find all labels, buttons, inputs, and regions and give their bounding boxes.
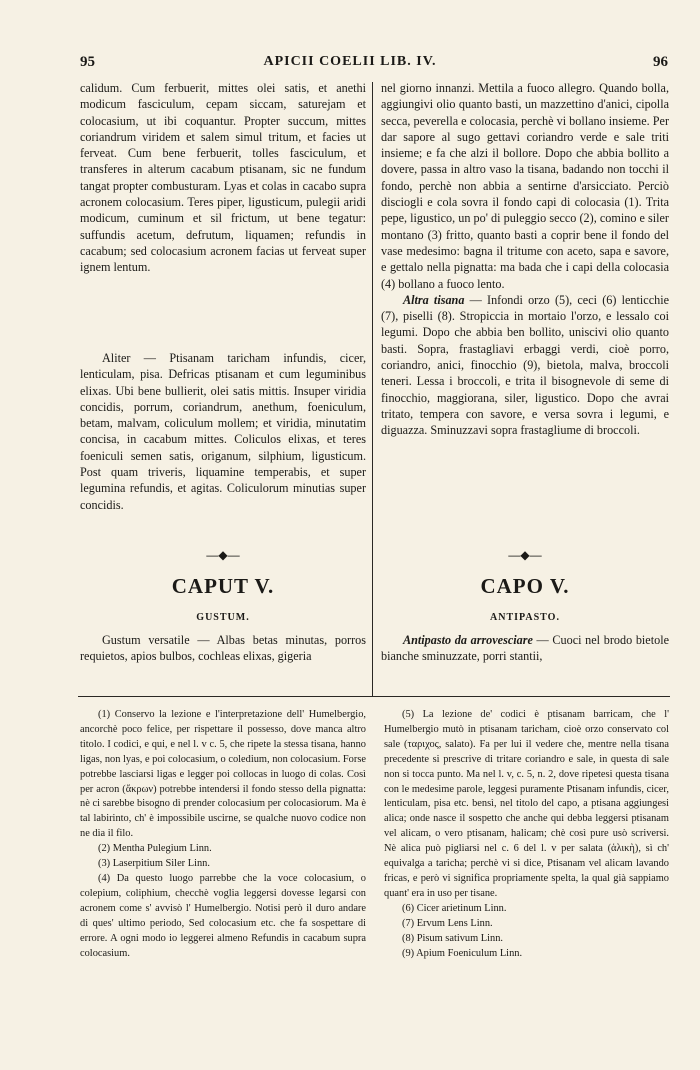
footnote-9: (9) Apium Foeniculum Linn. [402,947,523,959]
ornament-left: —◆— [206,548,240,562]
footnote-4: (4) Da questo luogo parrebbe che la voce colocasium, o colepium, coliphium, checchè voglia leggersi dovesse legarsi con acronem come s' avvisò l' Humelbergio. Notisi però il duro andare di ques' ultimo periodo, Sed colocasium etc. che fa sospettare di errore. A ogni modo io leggerei almeno Refundis in cacabum supra colocasium. [80,872,366,959]
footnote-3: (3) Laserpitium Siler Linn. [98,858,210,870]
left-column-aliter [80,350,366,513]
italian-paragraph-antipasto: — Cuoci nel brodo bietole bianche sminuzzate, porri stantii, [381,633,669,664]
right-column-antipasto [381,632,669,665]
latin-paragraph-gustum: Gustum versatile — Albas betas minutas, porros requietos, apios bulbos, cochleas elixas, gigeria [80,633,366,664]
chapter-subtitle-italian: ANTIPASTO. [490,612,560,623]
italian-paragraph-2: — Infondi orzo (5), ceci (6) lenticchie (7), piselli (8). Stropiccia in mortaio l'orzo, e lessalo coi legumi. Dopo che abbia ben bollito, uniscivi olio quanto basti. Sopra, frastagliavi erbaggi verdi, cioè porro, coriandro, anici, finocchio (9), bietola, malva, broccoli teneri. Lessa i broccoli, e trita il bisognevole di seme di finocchio, maggiorana, siler, ligustico. Dopo che avrai tritato, tempera con savore, e versa sovra i legumi, e diguazza. Sminuzzavi sopra frastagliume di broccoli. [381,292,669,438]
recipe-title-altra-tisana: Altra tisana [403,292,465,307]
column-divider [372,82,373,696]
chapter-heading-latin: CAPUT V. [171,574,275,598]
footnote-separator [78,696,670,697]
left-column-gustum [80,632,366,665]
footnotes-left [80,708,366,961]
latin-paragraph-1: calidum. Cum ferbuerit, mittes olei satis, et anethi modicum fasciculum, cepam siccam, saturejam et colocasium, ut ibi coquantur. Propter succum, mittes coriandrum viridem et salem simul tritum, et facies ut ferveat. Cum bene ferbuerit, tolles fasciculum, et transferes in alterum cacabum ptisanam, sic ne fundum tangat propter combusturam. Lyas et colas in cacabo supra acronem colocasium. Teres piper, ligusticum, pulegii aridi modicum, cuminum et sil frictum, ut bene tegatur: suffundis acetum, defrutum, liquamen; refundis in cacabum; sed colocasium acronem facias ut ferveat super ignem lentum. [80,81,366,275]
ornament-right: —◆— [508,548,542,562]
running-title: APICII COELII LIB. IV. [263,54,437,69]
right-column [381,80,669,439]
left-column [80,80,366,276]
page-number-right: 96 [653,54,668,70]
footnote-2: (2) Mentha Pulegium Linn. [98,843,212,855]
recipe-title-antipasto: Antipasto da arrovesciare [403,633,533,647]
chapter-subtitle-latin: GUSTUM. [196,612,250,623]
footnote-7: (7) Ervum Lens Linn. [402,917,493,929]
italian-paragraph-1: nel giorno innanzi. Mettila a fuoco allegro. Quando bolla, aggiungivi olio quanto basti, un mazzettino d'anici, cipolla secca, peverella e colocasia, perchè vi bollano insieme. Per dar sapore al sugo gettavi coriandro verde e sale triti insieme; e fa che alzi il bollore. Dopo che abbia bollito a dovere, passa in altro vaso la tisana, badando non tocchi il fondo, perchè non abbia a sentirne d'arsicciato. Perciò disciogli e cola sovra il fondo capi di colocasia (1). Trita pepe, ligustico, un po' di puleggio secco (2), comino e siler montano (3) fritto, quanto basti a coprir bene il fondo del vase medesimo: bagna il tritume con aceto, sapa e savore, e gettalo nella pignatta: ma bada che i capi della colocasia (4) bollano a fuoco lento. [381,81,669,291]
footnotes-right [384,708,669,961]
footnote-1: (1) Conservo la lezione e l'interpretazione dell' Humelbergio, ancorchè poco felice, per rispettare il possesso, dove manca altro titolo. I codici, e qui, e nel l. v c. 5, che ripete la stessa tisana, hanno ligas, non lyas, e poi colocasium, o coledium, non colocasium. Forse potrebbe lasciarsi ligas e legger poi collocas in luogo di colas. Così per acron (ἄκρων) potrebbe intendersi il fondo stesso della pignatta: nè ci sarebbe bisogno di prender colocasium per colocasiorum. Ma è tal labirinto, ch' è impossibile uscirne, se qualche nuovo codice non ne dia il filo. [80,709,366,840]
page-number-left: 95 [80,54,95,70]
latin-paragraph-aliter: Aliter — Ptisanam taricham infundis, cicer, lenticulam, pisa. Defricas ptisanam et cum leguminibus elixas. Ubi bene bullierit, olei satis mittis. Insuper viridia concidis, porrum, coriandrum, anethum, foeniculum, betam, malvam, coliculum mollem; et viridia, minutatim concisa, in cacabum mittes. Coliculos elixas, et teres foeniculi semen satis, origanum, silphium, ligusticum. Post quam triveris, liquamine temperabis, et super legumina refundis, et agitas. Coliculorum minutias super concidis. [80,351,366,512]
footnote-8: (8) Pisum sativum Linn. [402,932,504,944]
chapter-heading-italian: CAPO V. [480,574,570,598]
footnote-5: (5) La lezione de' codici è ptisanam barricam, che l' Humelbergio mutò in ptisanam taricham, cioè orzo conservato col sale (ταριχος, salato). Fa per lui il vedere che, mentre nella tisana precedente si prescrive di tritare coriandro e sale, in questa di sale non si tocca punto. Ma nel l. v, c. 5, n. 2, dove ripetesi questa tisana con le medesime parole, leggesi puramente Ptisanam infundis, cicer, lenticulam, pisa etc. bensì, nel titolo del capo, a ptisana aggiungesi alica; onde nasce il sospetto che anche qui debba leggersi ptisanam vel alicam, o vero ptisanam, halicam; chè così pure usò scriversi. Nè alica può pigliarsi nel c. 6 del l. v per salata (ἁλικὴ), sì ch' equivalga a taricha; perchè vi si dice, Ptisanam vel alicam lavando fricas, e però vi significa propriamente spelta, la qual già sappiamo quant' era in uso per tisane. [384,709,669,899]
footnote-6: (6) Cicer arietinum Linn. [402,902,507,914]
